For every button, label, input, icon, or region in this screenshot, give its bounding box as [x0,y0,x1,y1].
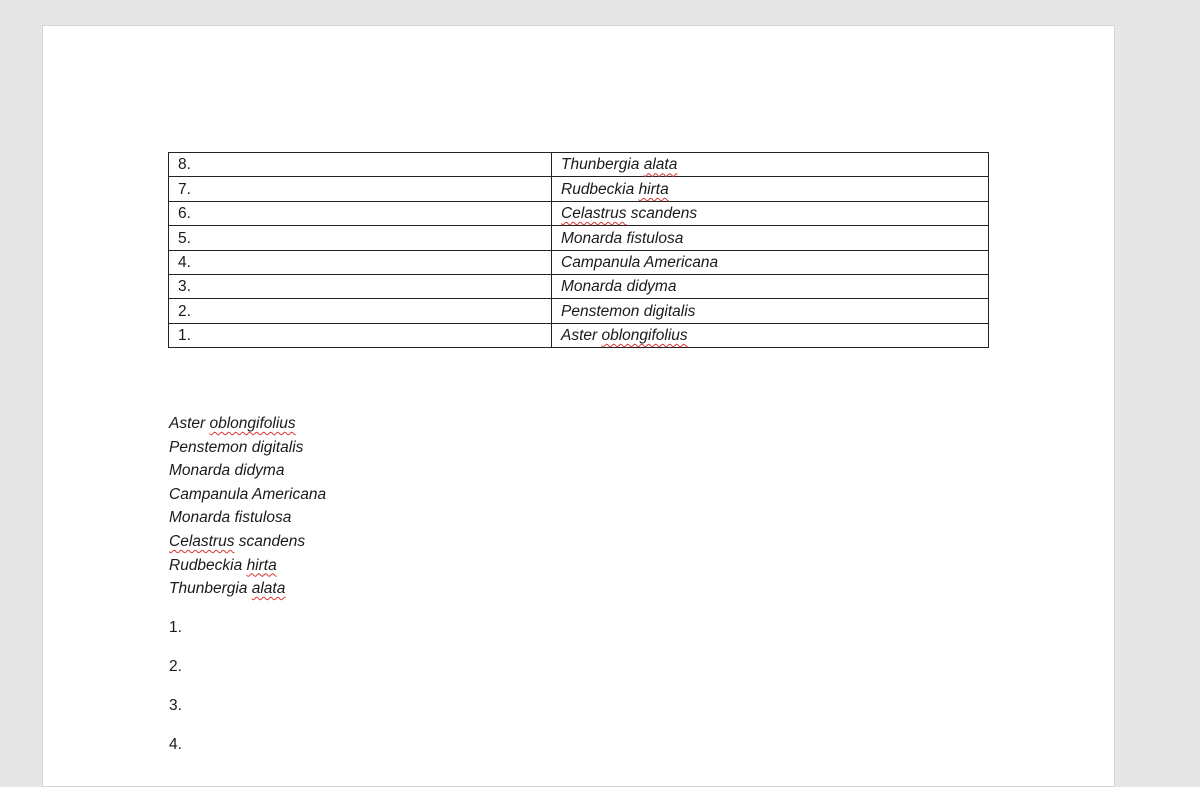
row-number[interactable]: 3. [169,274,552,298]
list-item[interactable] [169,507,326,531]
species-name-cell[interactable] [552,153,989,177]
genus: Penstemon [169,438,248,456]
species-name-cell[interactable] [552,177,989,201]
row-number[interactable]: 5. [169,226,552,250]
genus: Campanula [169,485,249,503]
species: didyma [626,278,677,296]
species-name-cell[interactable] [552,226,989,250]
numbered-item[interactable]: 1. [169,619,182,636]
row-number[interactable]: 4. [169,250,552,274]
row-number[interactable]: 1. [169,323,552,347]
genus: Rudbeckia [561,180,635,198]
species-table [168,152,989,348]
numbered-item[interactable]: 2. [169,658,182,675]
species: scandens [630,205,698,223]
species: alata [643,156,678,174]
genus: Aster [169,415,206,432]
species: fistulosa [234,509,292,527]
species: Americana [252,485,327,503]
species: hirta [638,180,669,198]
table-row [169,226,989,250]
row-number[interactable]: 8. [169,153,552,177]
document-page[interactable] [42,25,1115,787]
table-row [169,250,989,274]
list-item[interactable] [169,578,326,602]
species: Americana [644,253,719,271]
genus: Monarda [561,278,623,296]
table-row [169,274,989,298]
species: oblongifolius [601,327,688,345]
genus: Celastrus [169,532,235,550]
numbered-item[interactable]: 3. [169,697,182,714]
species-name-cell[interactable] [552,201,989,225]
species: oblongifolius [209,415,296,432]
list-item[interactable] [169,531,326,555]
list-item[interactable] [169,460,326,484]
row-number[interactable]: 7. [169,177,552,201]
species-name-cell[interactable] [552,323,989,347]
species: didyma [234,462,285,480]
species: fistulosa [626,229,684,247]
numbered-list [169,617,182,773]
genus: Rudbeckia [169,556,243,574]
table-row [169,299,989,323]
numbered-item[interactable]: 4. [169,736,182,753]
species: digitalis [251,438,304,456]
species: scandens [238,532,306,550]
row-number[interactable]: 2. [169,299,552,323]
list-item[interactable] [169,484,326,508]
table-row [169,323,989,347]
genus: Celastrus [561,205,627,223]
species-name-cell[interactable] [552,299,989,323]
genus: Penstemon [561,302,640,320]
genus: Thunbergia [561,156,640,174]
genus: Monarda [169,509,231,527]
list-item[interactable] [169,413,326,437]
table-row [169,153,989,177]
species: digitalis [643,302,696,320]
species: alata [251,580,286,598]
table-row [169,201,989,225]
table-row [169,177,989,201]
species: hirta [246,556,277,574]
species-list [169,413,326,602]
genus: Thunbergia [169,580,248,598]
list-item[interactable] [169,437,326,461]
genus: Campanula [561,253,641,271]
species-name-cell[interactable] [552,250,989,274]
genus: Monarda [561,229,623,247]
row-number[interactable]: 6. [169,201,552,225]
list-item[interactable] [169,555,326,579]
species-name-cell[interactable] [552,274,989,298]
genus: Aster [561,327,598,345]
genus: Monarda [169,462,231,480]
